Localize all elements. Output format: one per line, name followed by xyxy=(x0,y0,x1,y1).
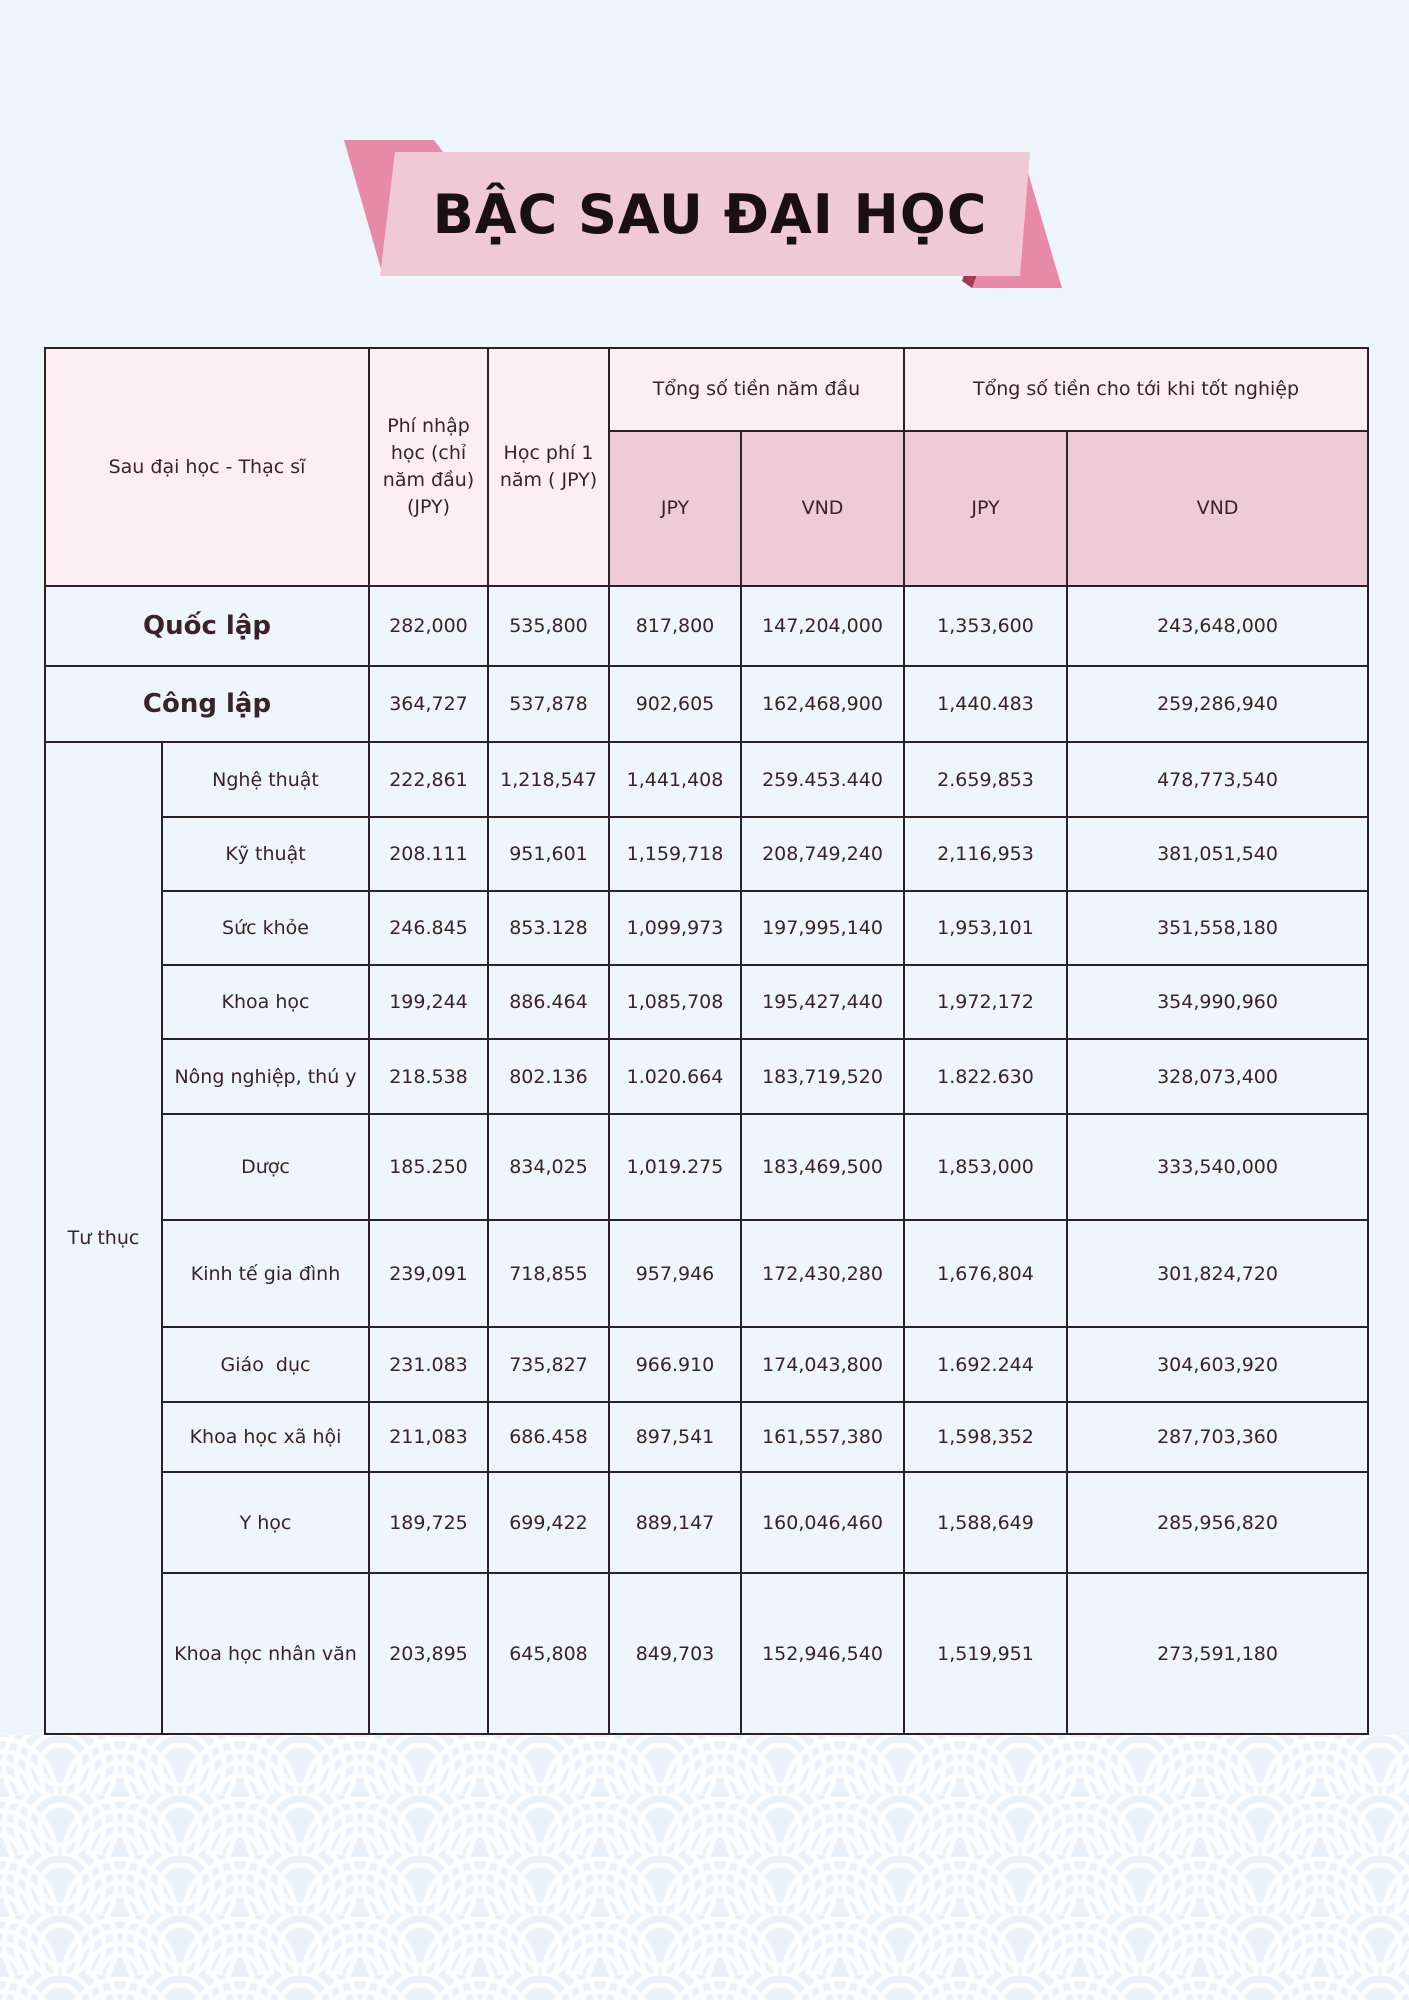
row-label: Khoa học xyxy=(162,965,369,1039)
cell-grad-vnd: 381,051,540 xyxy=(1067,817,1368,891)
table-row xyxy=(45,666,1368,742)
cell-first-vnd: 259.453.440 xyxy=(741,742,904,817)
cell-grad-jpy: 1,676,804 xyxy=(904,1220,1067,1327)
cell-first-jpy: 1.020.664 xyxy=(609,1039,741,1114)
table-row xyxy=(45,1327,1368,1402)
header-category: Sau đại học - Thạc sĩ xyxy=(45,348,369,586)
cell-admission: 203,895 xyxy=(369,1573,488,1734)
cell-tuition: 853.128 xyxy=(488,891,609,965)
row-label: Dược xyxy=(162,1114,369,1220)
cell-admission: 199,244 xyxy=(369,965,488,1039)
cell-first-jpy: 902,605 xyxy=(609,666,741,742)
table-row xyxy=(45,891,1368,965)
cell-first-vnd: 147,204,000 xyxy=(741,586,904,666)
cell-grad-jpy: 1,598,352 xyxy=(904,1402,1067,1472)
header-grad-jpy: JPY xyxy=(904,431,1067,586)
cell-first-jpy: 1,019.275 xyxy=(609,1114,741,1220)
header-graduation-total: Tổng số tiền cho tới khi tốt nghiệp xyxy=(904,348,1368,431)
cell-admission: 364,727 xyxy=(369,666,488,742)
table-row xyxy=(45,1472,1368,1573)
cell-tuition: 718,855 xyxy=(488,1220,609,1327)
cell-admission: 208.111 xyxy=(369,817,488,891)
cell-first-jpy: 1,159,718 xyxy=(609,817,741,891)
row-label: Quốc lập xyxy=(45,586,369,666)
cell-first-jpy: 849,703 xyxy=(609,1573,741,1734)
cell-grad-jpy: 1.692.244 xyxy=(904,1327,1067,1402)
row-label: Kỹ thuật xyxy=(162,817,369,891)
cell-grad-jpy: 2.659,853 xyxy=(904,742,1067,817)
cell-grad-vnd: 351,558,180 xyxy=(1067,891,1368,965)
cell-first-jpy: 1,099,973 xyxy=(609,891,741,965)
cell-grad-vnd: 259,286,940 xyxy=(1067,666,1368,742)
cell-tuition: 645,808 xyxy=(488,1573,609,1734)
header-admission-fee: Phí nhập học (chỉ năm đầu) (JPY) xyxy=(369,348,488,586)
row-label: Y học xyxy=(162,1472,369,1573)
cell-first-jpy: 966.910 xyxy=(609,1327,741,1402)
cell-admission: 211,083 xyxy=(369,1402,488,1472)
header-first-year-total: Tổng số tiền năm đầu xyxy=(609,348,904,431)
cell-first-vnd: 183,469,500 xyxy=(741,1114,904,1220)
cell-grad-vnd: 285,956,820 xyxy=(1067,1472,1368,1573)
cell-grad-vnd: 333,540,000 xyxy=(1067,1114,1368,1220)
wave-pattern-decoration xyxy=(0,1735,1409,2000)
cell-grad-jpy: 1,953,101 xyxy=(904,891,1067,965)
cell-grad-vnd: 301,824,720 xyxy=(1067,1220,1368,1327)
header-first-jpy: JPY xyxy=(609,431,741,586)
row-label: Khoa học xã hội xyxy=(162,1402,369,1472)
cell-admission: 282,000 xyxy=(369,586,488,666)
header-tuition: Học phí 1 năm ( JPY) xyxy=(488,348,609,586)
cell-first-jpy: 897,541 xyxy=(609,1402,741,1472)
page-title: BẬC SAU ĐẠI HỌC xyxy=(432,183,988,246)
cell-admission: 239,091 xyxy=(369,1220,488,1327)
row-label: Nông nghiệp, thú y xyxy=(162,1039,369,1114)
table-row xyxy=(45,1402,1368,1472)
cell-tuition: 951,601 xyxy=(488,817,609,891)
cell-tuition: 686.458 xyxy=(488,1402,609,1472)
row-label: Giáo dục xyxy=(162,1327,369,1402)
cell-first-vnd: 161,557,380 xyxy=(741,1402,904,1472)
cell-grad-jpy: 1,972,172 xyxy=(904,965,1067,1039)
cell-admission: 185.250 xyxy=(369,1114,488,1220)
cell-first-vnd: 195,427,440 xyxy=(741,965,904,1039)
cell-first-jpy: 1,441,408 xyxy=(609,742,741,817)
cell-tuition: 699,422 xyxy=(488,1472,609,1573)
fees-table xyxy=(44,347,1369,1735)
cell-grad-vnd: 273,591,180 xyxy=(1067,1573,1368,1734)
cell-grad-jpy: 1,440.483 xyxy=(904,666,1067,742)
cell-first-vnd: 160,046,460 xyxy=(741,1472,904,1573)
row-label: Công lập xyxy=(45,666,369,742)
cell-grad-vnd: 304,603,920 xyxy=(1067,1327,1368,1402)
cell-grad-vnd: 243,648,000 xyxy=(1067,586,1368,666)
table-row xyxy=(45,742,1368,817)
cell-grad-jpy: 1,519,951 xyxy=(904,1573,1067,1734)
cell-tuition: 535,800 xyxy=(488,586,609,666)
header-row-top xyxy=(45,348,1368,431)
cell-tuition: 802.136 xyxy=(488,1039,609,1114)
cell-grad-jpy: 2,116,953 xyxy=(904,817,1067,891)
cell-first-jpy: 957,946 xyxy=(609,1220,741,1327)
cell-tuition: 735,827 xyxy=(488,1327,609,1402)
table-row xyxy=(45,1220,1368,1327)
row-label: Nghệ thuật xyxy=(162,742,369,817)
cell-grad-vnd: 354,990,960 xyxy=(1067,965,1368,1039)
cell-tuition: 537,878 xyxy=(488,666,609,742)
cell-first-vnd: 174,043,800 xyxy=(741,1327,904,1402)
cell-first-vnd: 162,468,900 xyxy=(741,666,904,742)
cell-first-vnd: 172,430,280 xyxy=(741,1220,904,1327)
cell-first-vnd: 208,749,240 xyxy=(741,817,904,891)
row-label: Sức khỏe xyxy=(162,891,369,965)
cell-first-vnd: 183,719,520 xyxy=(741,1039,904,1114)
cell-admission: 246.845 xyxy=(369,891,488,965)
cell-grad-vnd: 287,703,360 xyxy=(1067,1402,1368,1472)
cell-grad-jpy: 1,353,600 xyxy=(904,586,1067,666)
cell-admission: 189,725 xyxy=(369,1472,488,1573)
table-row xyxy=(45,965,1368,1039)
cell-admission: 222,861 xyxy=(369,742,488,817)
row-label: Kinh tế gia đình xyxy=(162,1220,369,1327)
table-row xyxy=(45,1114,1368,1220)
cell-admission: 231.083 xyxy=(369,1327,488,1402)
header-first-vnd: VND xyxy=(741,431,904,586)
cell-grad-jpy: 1,853,000 xyxy=(904,1114,1067,1220)
cell-tuition: 834,025 xyxy=(488,1114,609,1220)
table-row xyxy=(45,1039,1368,1114)
cell-first-jpy: 1,085,708 xyxy=(609,965,741,1039)
cell-first-vnd: 197,995,140 xyxy=(741,891,904,965)
cell-admission: 218.538 xyxy=(369,1039,488,1114)
table-row xyxy=(45,586,1368,666)
cell-grad-jpy: 1,588,649 xyxy=(904,1472,1067,1573)
cell-tuition: 886.464 xyxy=(488,965,609,1039)
cell-grad-jpy: 1.822.630 xyxy=(904,1039,1067,1114)
private-group-label: Tư thục xyxy=(45,742,162,1734)
cell-first-vnd: 152,946,540 xyxy=(741,1573,904,1734)
row-label: Khoa học nhân văn xyxy=(162,1573,369,1734)
cell-grad-vnd: 328,073,400 xyxy=(1067,1039,1368,1114)
cell-grad-vnd: 478,773,540 xyxy=(1067,742,1368,817)
header-grad-vnd: VND xyxy=(1067,431,1368,586)
cell-tuition: 1,218,547 xyxy=(488,742,609,817)
cell-first-jpy: 889,147 xyxy=(609,1472,741,1573)
cell-first-jpy: 817,800 xyxy=(609,586,741,666)
table-row xyxy=(45,817,1368,891)
table-row xyxy=(45,1573,1368,1734)
